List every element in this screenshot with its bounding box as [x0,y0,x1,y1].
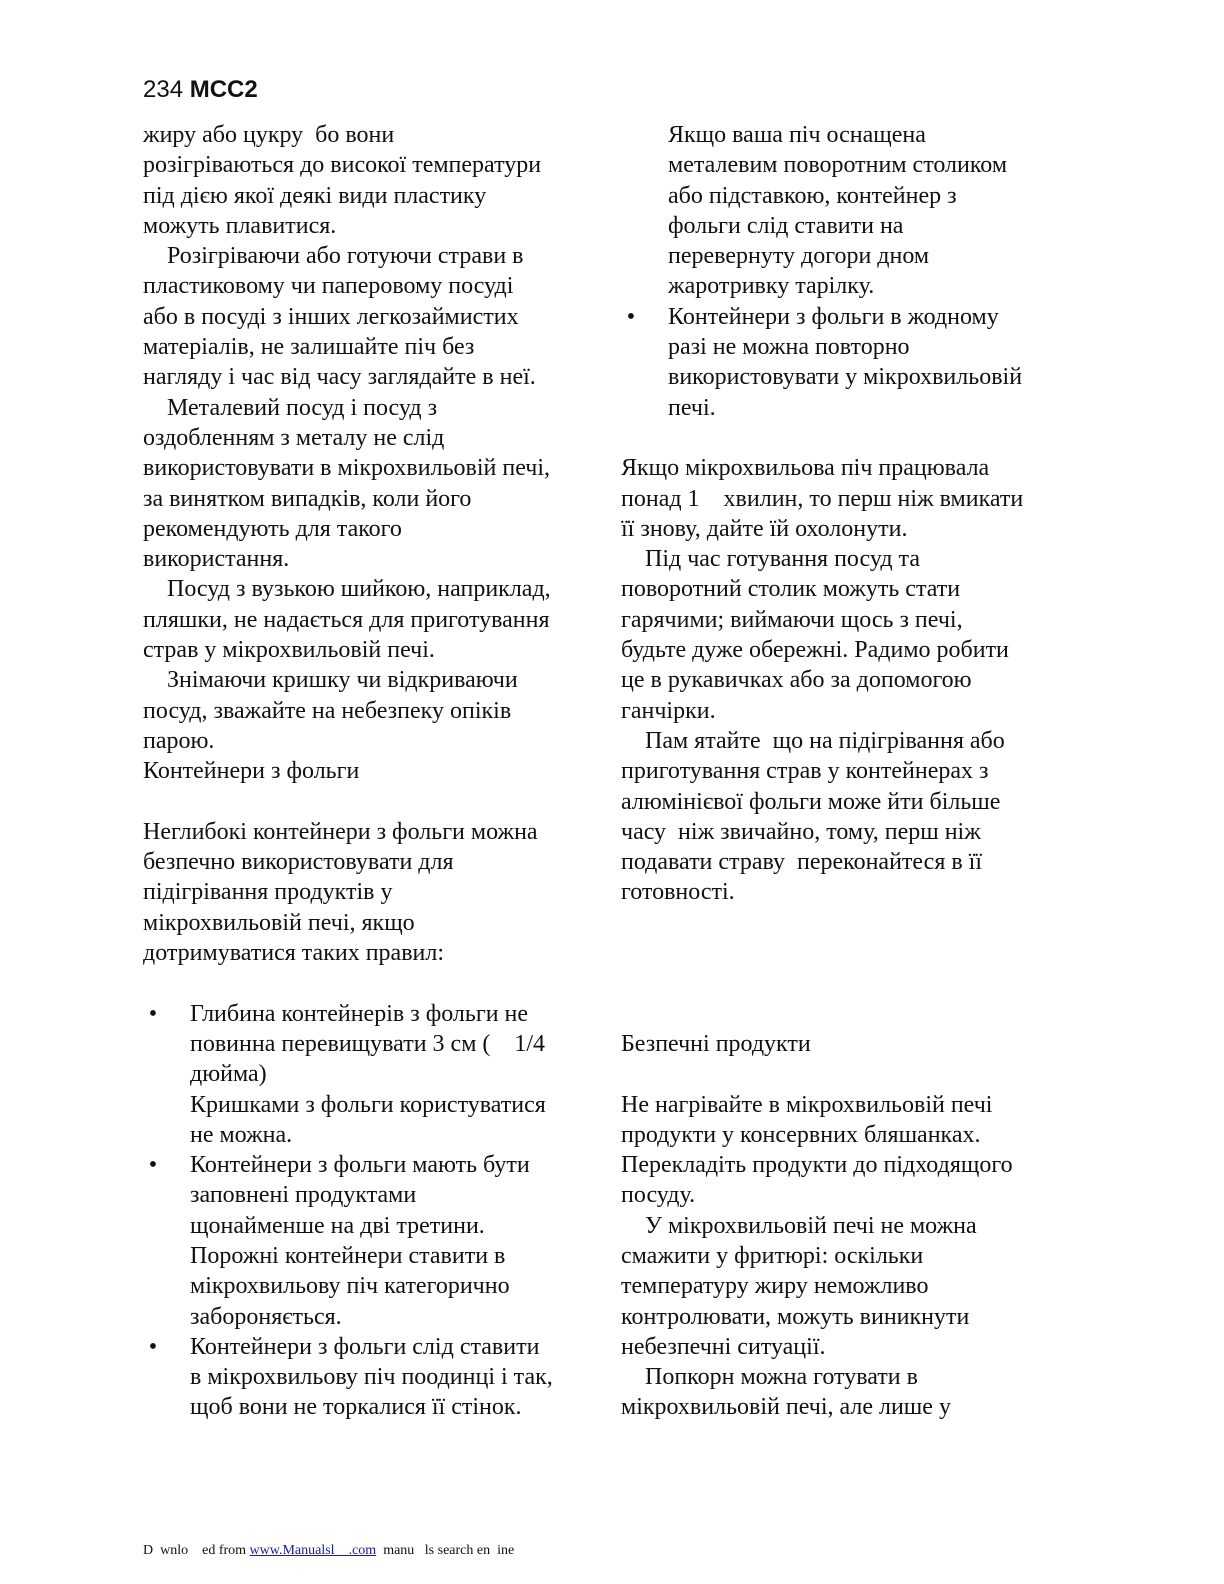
text-line: алюмінієвої фольги може йти більше [621,788,1001,815]
text-line: Не нагрівайте в мікрохвильовій печі [621,1091,993,1118]
text-line: посуд, зважайте на небезпеку опіків [143,697,512,724]
section-heading: Безпечні продукти [621,1030,811,1057]
text-line: ганчірки. [621,697,716,724]
text-line: контролювати, можуть виникнути [621,1303,970,1330]
text-line: мікрохвильову піч категорично [190,1273,510,1300]
paragraph [621,1362,1071,1423]
bullet-item [143,999,613,1150]
download-footer [143,1542,514,1560]
text-line: це в рукавичках або за допомогою [621,667,972,694]
text-line: нагляду і час від часу заглядайте в неї. [143,364,536,391]
paragraph [143,665,613,756]
model-name: MCC2 [189,76,258,103]
text-line: або підставкою, контейнер з [668,182,957,209]
right-column [621,120,1071,1423]
text-line: У мікрохвильовій печі не можна [645,1212,977,1239]
text-line: часу ніж звичайно, тому, перш ніж [621,818,981,845]
text-line: понад 1 хвилин, то перш ніж вмикати [621,485,1024,512]
left-column [143,120,613,1423]
bullet-icon: • [148,1333,158,1360]
text-line: не можна. [190,1121,293,1148]
paragraph [621,453,1071,544]
text-line: Кришками з фольги користуватися [190,1091,546,1118]
bullet-text [668,302,1071,423]
text-line: використовувати в мікрохвильовій печі, [143,455,551,482]
paragraph [143,393,613,575]
text-line: рекомендують для такого [143,515,402,542]
text-line: подавати страву переконайтеся в її [621,849,983,876]
bullet-icon: • [148,1000,158,1027]
text-line: Контейнери з фольги в жодному [668,303,999,330]
text-line: Посуд з вузькою шийкою, наприклад, [167,576,551,603]
paragraph [621,1090,1071,1211]
text-line: жаротривку тарілку. [668,273,875,300]
text-line: Контейнери з фольги слід ставити [190,1333,540,1360]
paragraph [143,817,613,968]
text-line: Глибина контейнерів з фольги не [190,1000,529,1027]
text-line: використовувати у мікрохвильовій [668,364,1023,391]
paragraph [621,726,1071,908]
text-line: Розігріваючи або готуючи страви в [167,243,524,270]
footer-link[interactable]: www.Manualsl .com [249,1543,377,1558]
text-line: посуду. [621,1182,696,1209]
text-line: металевим поворотним столиком [668,152,1008,179]
bullet-item [621,302,1071,423]
text-line: поворотний столик можуть стати [621,576,961,603]
text-line: будьте дуже обережні. Радимо робити [621,637,1009,664]
text-line: Знімаючи кришку чи відкриваючи [167,667,518,694]
text-line: дотримуватися таких правил: [143,940,445,967]
paragraph [621,544,1071,726]
bullet-subtext [190,1090,613,1151]
bullet-icon: • [148,1152,158,1179]
text-line: Під час готування посуд та [645,546,920,573]
paragraph [143,241,613,392]
text-line: мікрохвильовій печі, але лише у [621,1394,951,1421]
text-line: гарячими; виймаючи щось з печі, [621,606,963,633]
text-line: страв у мікрохвильовій печі. [143,637,435,664]
page-number: 234 [143,76,184,103]
text-line: пластиковому чи паперовому посуді [143,273,514,300]
text-line: температуру жиру неможливо [621,1273,929,1300]
text-line: розігріваються до високої температури [143,152,542,179]
bullet-text [190,1150,613,1332]
page-header [143,74,258,106]
text-line: щонайменше на дві третини. [190,1212,485,1239]
paragraph [143,120,613,241]
text-line: пляшки, не надається для приготування [143,606,550,633]
bullet-item [143,1150,613,1332]
text-line: мікрохвильовій печі, якщо [143,909,415,936]
text-line: матеріалів, не залишайте піч без [143,334,475,361]
text-line: Неглибокі контейнери з фольги можна [143,818,538,845]
footer-prefix: D wnlo ed from [143,1543,250,1558]
text-line: підігрівання продуктів у [143,879,393,906]
bullet-text [190,999,613,1090]
text-line: оздобленням з металу не слід [143,424,445,451]
text-line: Металевий посуд і посуд з [167,394,438,421]
bullet-text [190,1332,613,1423]
text-line: Пам ятайте що на підігрівання або [645,727,1005,754]
text-line: під дією якої деякі види пластику [143,182,487,209]
text-line: можуть плавитися. [143,212,337,239]
text-line: перевернуту догори дном [668,243,930,270]
text-line: Якщо мікрохвильова піч працювала [621,455,990,482]
text-line: Порожні контейнери ставити в [190,1242,506,1269]
text-line: Якщо ваша піч оснащена [668,122,926,148]
bullet-continuation [621,120,1071,302]
text-line: смажити у фритюрі: оскільки [621,1242,924,1269]
section-heading: Контейнери з фольги [143,758,360,785]
text-line: готовності. [621,879,735,906]
text-line: щоб вони не торкалися її стінок. [190,1394,522,1421]
bullet-item [143,1332,613,1423]
text-line: безпечно використовувати для [143,849,454,876]
text-line: парою. [143,727,215,754]
text-line: Контейнери з фольги мають бути [190,1152,530,1179]
footer-suffix: manu ls search en ine [376,1543,515,1558]
text-line: за винятком випадків, коли його [143,485,472,512]
text-line: її знову, дайте їй охолонути. [621,515,908,542]
paragraph [143,574,613,665]
text-line: продукти у консервних бляшанках. [621,1121,981,1148]
text-line: повинна перевищувати 3 см ( 1/4 [190,1030,546,1057]
text-line: заповнені продуктами [190,1182,417,1209]
text-line: або в посуді з інших легкозаймистих [143,303,519,330]
text-line: Перекладіть продукти до підходящого [621,1152,1013,1179]
text-line: в мікрохвильову піч поодинці і так, [190,1364,553,1391]
text-line: печі. [668,394,716,421]
text-line: приготування страв у контейнерах з [621,758,989,785]
text-line: фольги слід ставити на [668,212,904,239]
text-line: Попкорн можна готувати в [645,1364,918,1391]
paragraph [621,1211,1071,1362]
text-line: забороняється. [190,1303,342,1330]
text-line: небезпечні ситуації. [621,1333,826,1360]
bullet-icon: • [626,303,636,330]
text-line: використання. [143,546,290,573]
text-line: жиру або цукру бо вони [143,122,395,148]
text-line: дюйма) [190,1061,267,1088]
text-line: разі не можна повторно [668,334,910,361]
